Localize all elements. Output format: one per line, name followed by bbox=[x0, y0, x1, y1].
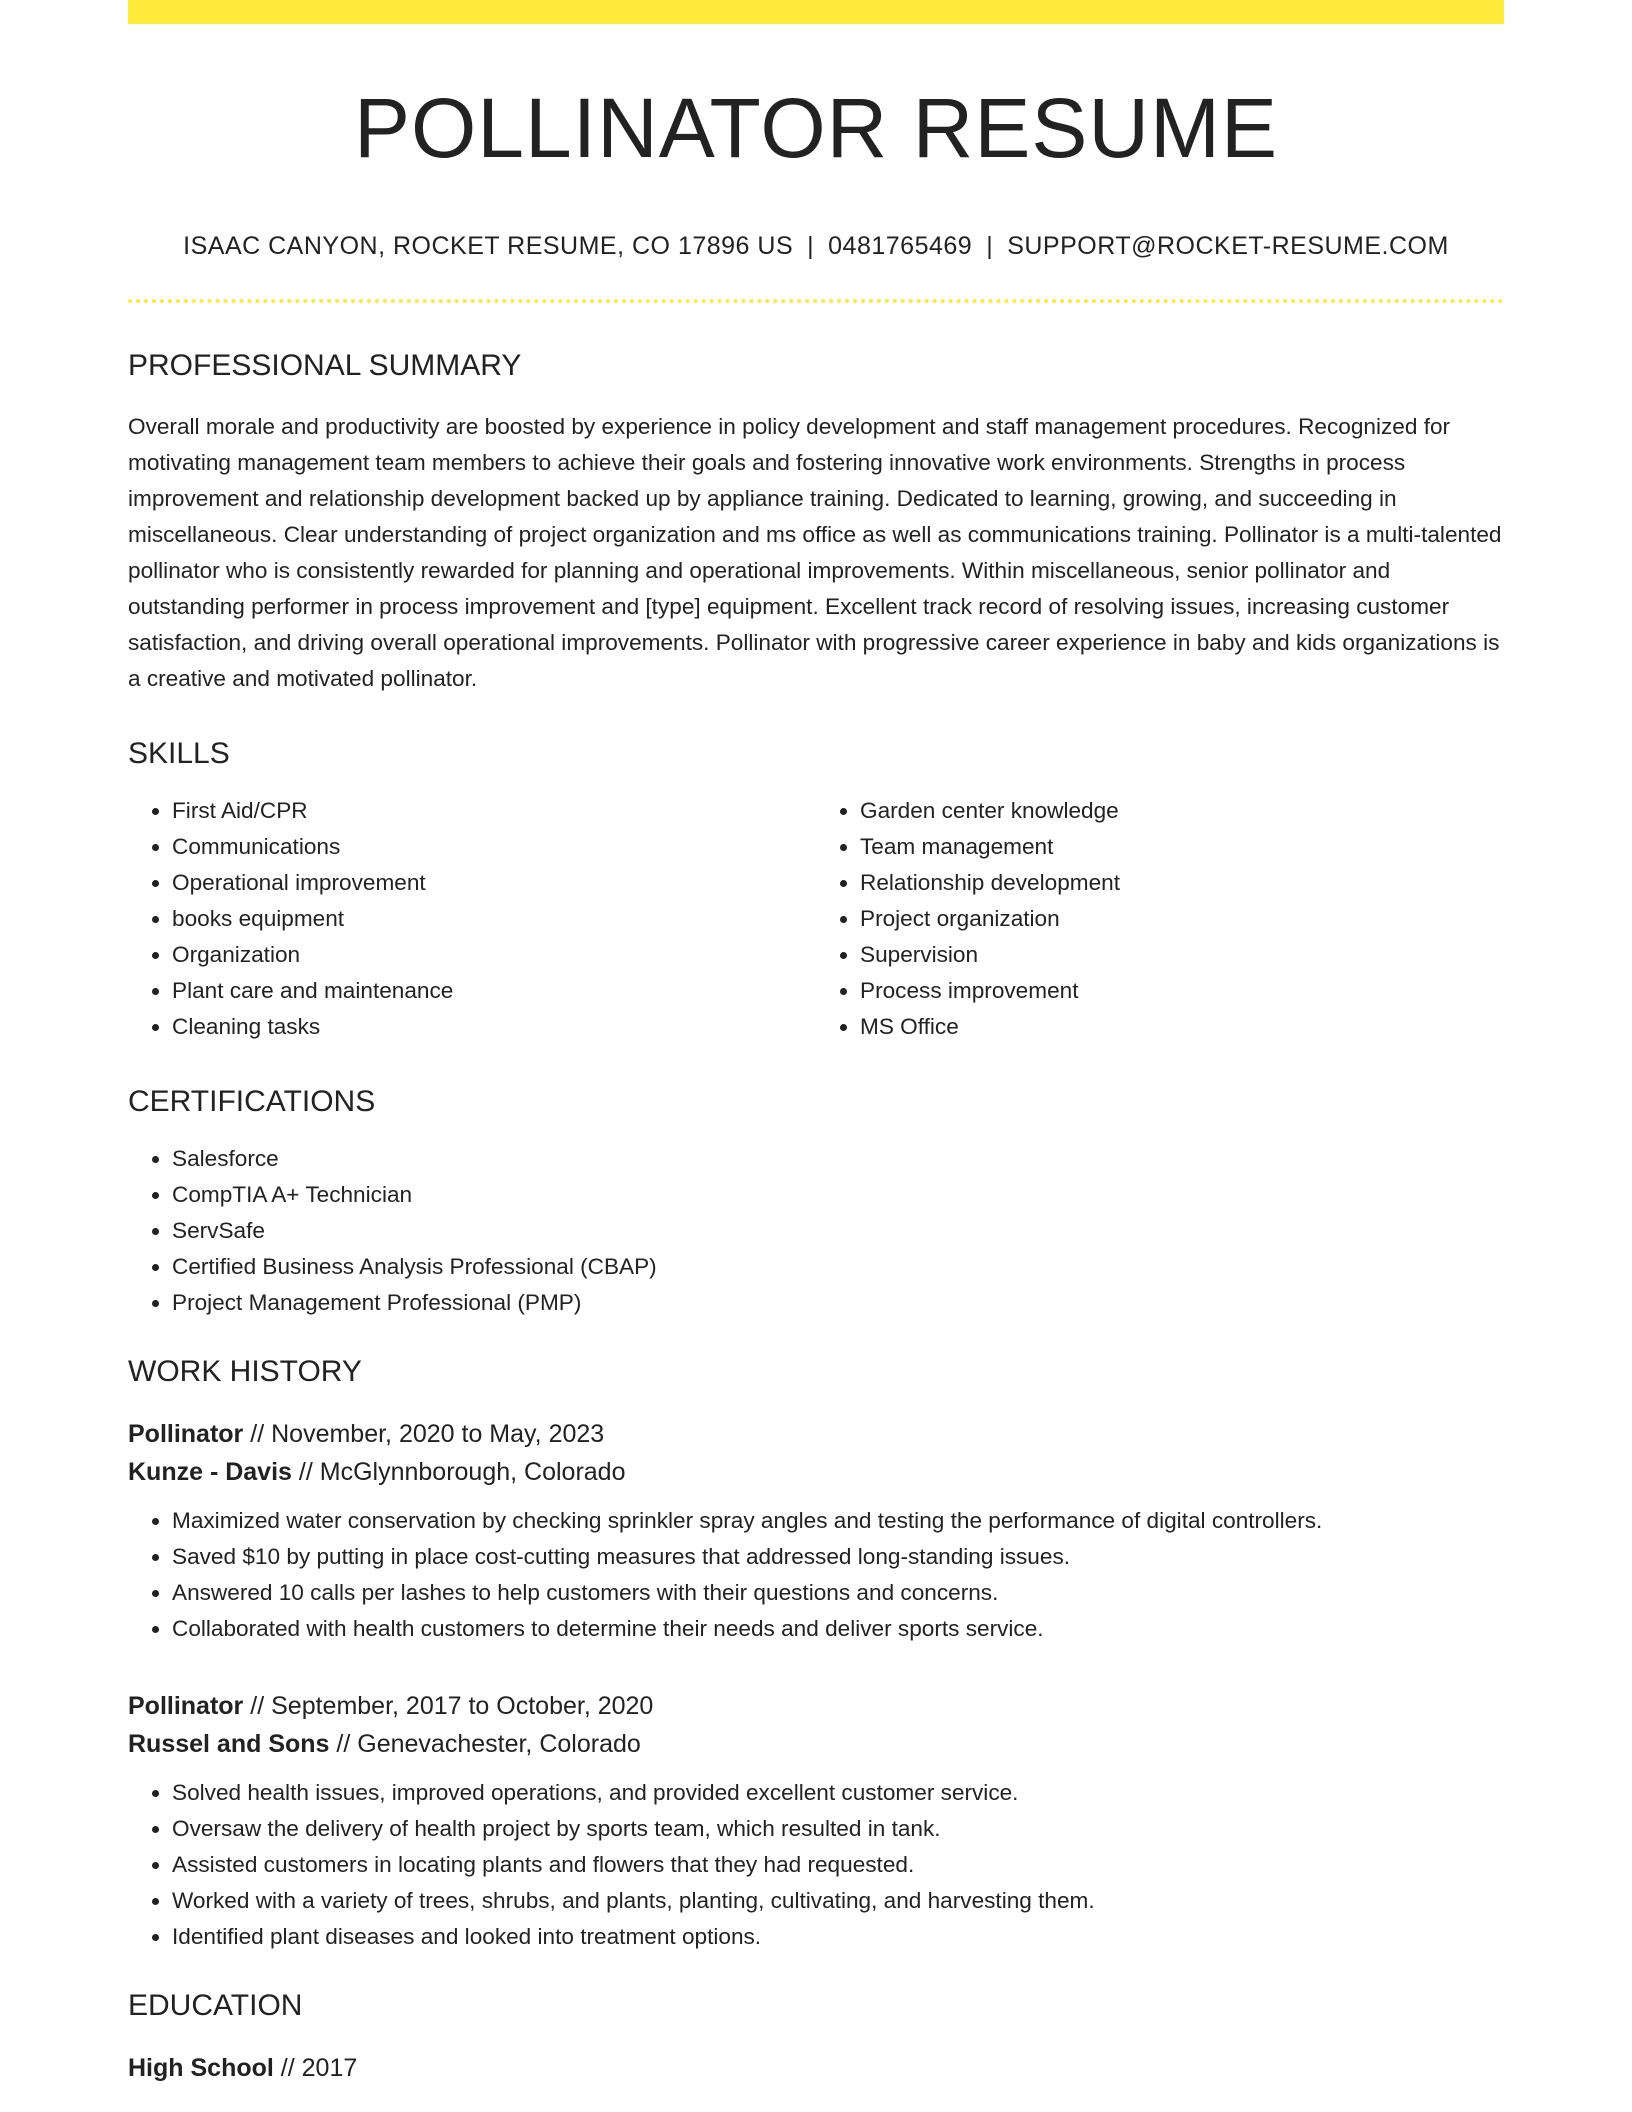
skill-item: • Relationship development bbox=[860, 865, 1504, 901]
certification-item: • Salesforce bbox=[172, 1141, 1504, 1177]
skill-item: • Process improvement bbox=[860, 973, 1504, 1009]
contact-address: ISAAC CANYON, ROCKET RESUME, CO 17896 US bbox=[183, 232, 794, 260]
page-title: POLLINATOR RESUME bbox=[353, 81, 1279, 175]
skill-item: • First Aid/CPR bbox=[172, 793, 816, 829]
job-bullet: • Solved health issues, improved operations, and provided excellent customer service. bbox=[172, 1775, 1504, 1811]
job-company: Kunze - Davis bbox=[128, 1458, 292, 1486]
education-entry bbox=[128, 2049, 1504, 2087]
skill-item: • Supervision bbox=[860, 937, 1504, 973]
job-bullet: • Saved $10 by putting in place cost-cutting measures that addressed long-standing issues. bbox=[172, 1539, 1504, 1575]
education-section bbox=[128, 1991, 1504, 2087]
dotted-divider bbox=[128, 299, 1504, 303]
contact-line bbox=[128, 234, 1504, 259]
job-title-line bbox=[128, 1415, 1504, 1453]
skill-item: • Plant care and maintenance bbox=[172, 973, 816, 1009]
skills-heading: SKILLS bbox=[128, 737, 230, 770]
resume-content bbox=[128, 0, 1504, 2087]
job-bullet: • Maximized water conservation by checking sprinkler spray angles and testing the performance of digital controllers. bbox=[172, 1503, 1504, 1539]
field-separator: // bbox=[298, 1458, 313, 1486]
certifications-section bbox=[128, 1087, 1504, 1321]
skill-item: • MS Office bbox=[860, 1009, 1504, 1045]
job-bullets bbox=[128, 1503, 1504, 1647]
skill-item: • Project organization bbox=[860, 901, 1504, 937]
field-separator: // bbox=[250, 1420, 265, 1448]
contact-separator: | bbox=[807, 232, 815, 260]
job-entry bbox=[128, 1687, 1504, 1955]
summary-text: Overall morale and productivity are boosted by experience in policy development and staff management procedures. Recognized for motivating management team members to achieve their goals and fostering innovative work environments. Strengths in process improvement and relationship development backed up by appliance training. Dedicated to learning, growing, and succeeding in miscellaneous. Clear understanding of project organization and ms office as well as communications training. Pollinator is a multi-talented pollinator who is consistently rewarded for planning and operational improvements. Within miscellaneous, senior pollinator and outstanding performer in process improvement and [type] equipment. Excellent track record of resolving issues, increasing customer satisfaction, and driving overall operational improvements. Pollinator with progressive career experience in baby and kids organizations is a creative and motivated pollinator. bbox=[128, 414, 1502, 691]
skills-section bbox=[128, 739, 1504, 1045]
summary-heading: PROFESSIONAL SUMMARY bbox=[128, 349, 522, 382]
job-company-line bbox=[128, 1453, 1504, 1491]
contact-separator: | bbox=[986, 232, 994, 260]
skill-item: • Communications bbox=[172, 829, 816, 865]
contact-phone: 0481765469 bbox=[828, 232, 973, 260]
job-company: Russel and Sons bbox=[128, 1730, 330, 1758]
certifications-list bbox=[128, 1141, 1504, 1321]
job-bullet: • Worked with a variety of trees, shrubs, and plants, planting, cultivating, and harvesting them. bbox=[172, 1883, 1504, 1919]
education-school: High School bbox=[128, 2054, 274, 2082]
skills-list-right bbox=[816, 793, 1504, 1045]
certification-item: • ServSafe bbox=[172, 1213, 1504, 1249]
skill-item: • Team management bbox=[860, 829, 1504, 865]
job-bullet: • Identified plant diseases and looked into treatment options. bbox=[172, 1919, 1504, 1955]
job-location: McGlynnborough, Colorado bbox=[319, 1458, 626, 1486]
skill-item: • Operational improvement bbox=[172, 865, 816, 901]
certification-item: • CompTIA A+ Technician bbox=[172, 1177, 1504, 1213]
skill-item: • Organization bbox=[172, 937, 816, 973]
skill-item: • Garden center knowledge bbox=[860, 793, 1504, 829]
certifications-heading: CERTIFICATIONS bbox=[128, 1085, 376, 1118]
field-separator: // bbox=[250, 1692, 265, 1720]
certification-item: • Certified Business Analysis Professional (CBAP) bbox=[172, 1249, 1504, 1285]
contact-email: SUPPORT@ROCKET-RESUME.COM bbox=[1007, 232, 1449, 260]
work-history-section bbox=[128, 1357, 1504, 1955]
education-year: 2017 bbox=[301, 2054, 358, 2082]
job-dates: September, 2017 to October, 2020 bbox=[271, 1692, 654, 1720]
skills-list-left bbox=[128, 793, 816, 1045]
work-history-heading: WORK HISTORY bbox=[128, 1355, 362, 1388]
job-title: Pollinator bbox=[128, 1692, 244, 1720]
job-bullet: • Assisted customers in locating plants and flowers that they had requested. bbox=[172, 1847, 1504, 1883]
job-dates: November, 2020 to May, 2023 bbox=[271, 1420, 605, 1448]
job-bullets bbox=[128, 1775, 1504, 1955]
job-title: Pollinator bbox=[128, 1420, 244, 1448]
job-bullet: • Collaborated with health customers to determine their needs and deliver sports service. bbox=[172, 1611, 1504, 1647]
job-company-line bbox=[128, 1725, 1504, 1763]
skill-item: • Cleaning tasks bbox=[172, 1009, 816, 1045]
field-separator: // bbox=[280, 2054, 295, 2082]
certification-item: • Project Management Professional (PMP) bbox=[172, 1285, 1504, 1321]
skills-columns bbox=[128, 793, 1504, 1045]
job-location: Genevachester, Colorado bbox=[357, 1730, 641, 1758]
accent-top-bar bbox=[128, 0, 1504, 24]
job-title-line bbox=[128, 1687, 1504, 1725]
job-entry bbox=[128, 1415, 1504, 1647]
job-bullet: • Oversaw the delivery of health project by sports team, which resulted in tank. bbox=[172, 1811, 1504, 1847]
skill-item: • books equipment bbox=[172, 901, 816, 937]
education-heading: EDUCATION bbox=[128, 1989, 303, 2022]
field-separator: // bbox=[336, 1730, 351, 1758]
summary-section bbox=[128, 351, 1504, 697]
job-bullet: • Answered 10 calls per lashes to help customers with their questions and concerns. bbox=[172, 1575, 1504, 1611]
